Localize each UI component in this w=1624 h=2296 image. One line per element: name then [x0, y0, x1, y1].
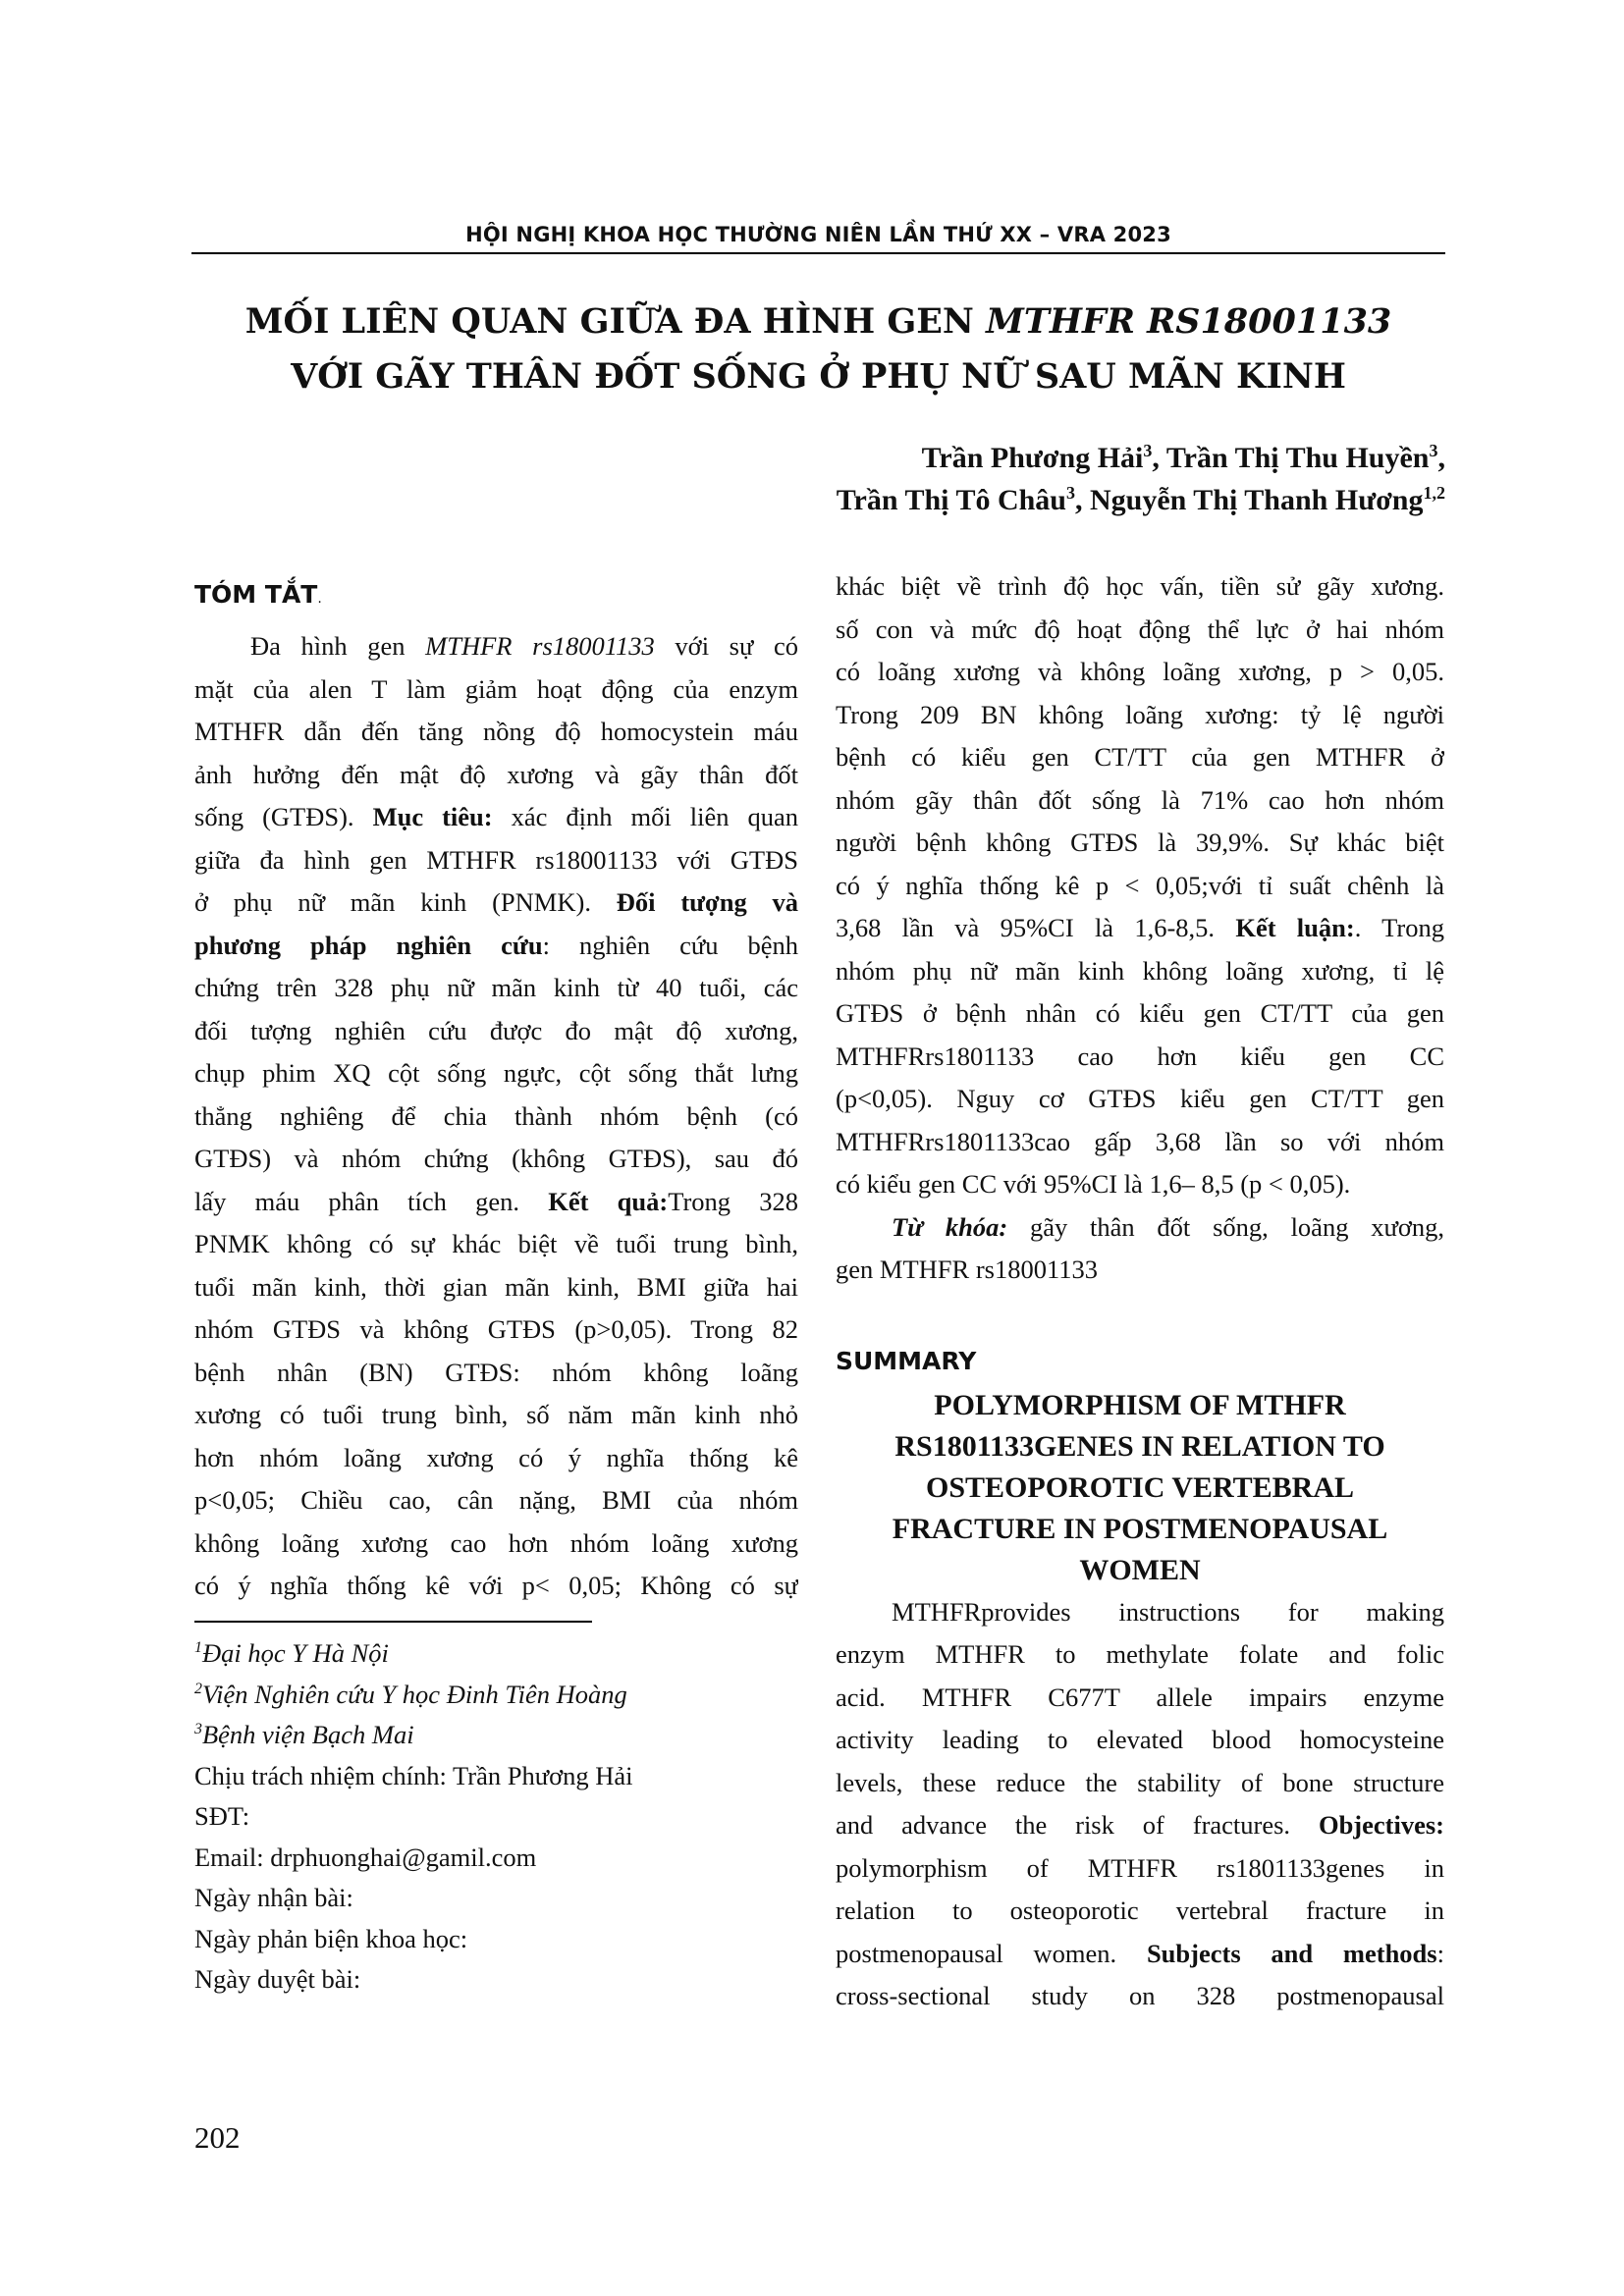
affiliation-number: 2: [194, 1680, 202, 1697]
text-line: [194, 1181, 798, 1224]
text-line: [836, 1933, 1444, 1976]
text-run: thẳng nghiêng để chia thành nhóm bệnh (có: [194, 1100, 798, 1131]
text-run: p<0,05; Chiều cao, cân nặng, BMI của nhóm: [194, 1485, 798, 1515]
author-line-2: [837, 479, 1445, 521]
author-separator: ,: [1152, 442, 1166, 474]
text-line: [836, 1163, 1444, 1206]
text-run: có loãng xương và không loãng xương, p > 0,05.: [836, 657, 1444, 686]
title-gene: MTHFR RS18001133: [986, 301, 1392, 342]
text-line: [194, 1052, 798, 1095]
text-run: ở phụ nữ mãn kinh (PNMK).: [194, 887, 617, 917]
text-line: [836, 651, 1444, 694]
abstract-heading: [194, 580, 798, 614]
text-run: : nghiên cứu bệnh: [542, 930, 798, 960]
text-run: enzym MTHFR to methylate folate and folic: [836, 1639, 1444, 1669]
text-run: bệnh nhân (BN) GTĐS: nhóm không loãng: [194, 1357, 798, 1387]
author-name: Trần Thị Thu Huyền: [1165, 442, 1430, 474]
summary-heading: SUMMARY: [836, 1346, 977, 1375]
text-run: activity leading to elevated blood homocysteine: [836, 1725, 1444, 1754]
text-run: có kiểu gen CC với 95%CI là 1,6– 8,5 (p < 0,05).: [836, 1169, 1351, 1199]
text-run: nhóm gãy thân đốt sống là 71% cao hơn nhóm: [836, 784, 1444, 815]
left-column: [194, 565, 798, 1608]
text-line: [194, 1138, 798, 1181]
text-line: [194, 881, 798, 925]
text-run: Trong 328: [668, 1186, 798, 1216]
summary-title-line: POLYMORPHISM OF MTHFR: [934, 1388, 1346, 1421]
text-run: GTĐS) và nhóm chứng (không GTĐS), sau đó: [194, 1144, 798, 1173]
text-line: [194, 839, 798, 882]
author-separator: ,: [1075, 484, 1090, 516]
text-run: 3,68 lần và 95%CI là 1,6-8,5.: [836, 913, 1236, 942]
title-line-2: VỚI GÃY THÂN ĐỐT SỐNG Ở PHỤ NỮ SAU MÃN KINH: [291, 356, 1346, 397]
text-line: [836, 865, 1444, 908]
text-run: MTHFR rs18001133: [425, 631, 655, 661]
text-line: [194, 967, 798, 1010]
text-run: and advance the risk of fractures.: [836, 1810, 1319, 1840]
abstract-left-text: [194, 625, 798, 1608]
article-title: [191, 294, 1445, 404]
text-run: :: [1436, 1938, 1444, 1968]
text-run: MTHFR dẫn đến tăng nồng độ homocystein máu: [194, 717, 798, 746]
text-line: [194, 1394, 798, 1437]
text-line: [836, 1121, 1444, 1164]
text-run: GTĐS ở bệnh nhân có kiểu gen CT/TT của gen: [836, 998, 1444, 1028]
author-list: [837, 437, 1445, 521]
title-line-1: [191, 294, 1445, 349]
affiliation-number: 1: [194, 1639, 202, 1657]
footnote-rule: [194, 1621, 592, 1623]
text-run: Trong 209 BN không loãng xương: tỷ lệ người: [836, 699, 1444, 729]
affiliation-number: 3: [194, 1721, 202, 1738]
text-run: chứng trên 328 phụ nữ mãn kinh từ 40 tuổi, các: [194, 973, 798, 1002]
author-name: Trần Thị Tô Châu: [836, 484, 1066, 516]
page-number: 202: [194, 2120, 241, 2155]
text-run: acid. MTHFR C677T allele impairs enzyme: [836, 1682, 1444, 1712]
text-run: nhóm phụ nữ mãn kinh không loãng xương, tỉ lệ: [836, 955, 1444, 986]
summary-title-line: FRACTURE IN POSTMENOPAUSAL: [892, 1512, 1388, 1545]
text-run: PNMK không có sự khác biệt về tuổi trung bình,: [194, 1229, 798, 1258]
text-run: ảnh hưởng đến mật độ xương và gãy thân đốt: [194, 759, 798, 789]
text-run: cross-sectional study on 328 postmenopausal: [836, 1981, 1444, 2010]
review-date: Ngày phản biện khoa học:: [194, 1923, 468, 1953]
affiliation-text: Đại học Y Hà Nội: [201, 1638, 389, 1668]
text-run: Subjects and methods: [1146, 1938, 1437, 1968]
text-run: nhóm GTĐS và không GTĐS (p>0,05). Trong 82: [194, 1314, 798, 1344]
abstract-heading-text: TÓM TẮT: [194, 580, 318, 609]
running-header: HỘI NGHỊ KHOA HỌC THƯỜNG NIÊN LẦN THỨ XX – VRA 2023: [465, 223, 1171, 246]
affiliation-text: Viện Nghiên cứu Y học Đinh Tiên Hoàng: [201, 1679, 627, 1709]
text-line: [194, 1479, 798, 1522]
text-line: [194, 668, 798, 712]
text-run: với sự có: [654, 631, 798, 661]
text-run: giữa đa hình gen MTHFR rs18001133 với GTĐS: [194, 844, 798, 875]
accepted-date: Ngày duyệt bài:: [194, 1964, 361, 1994]
text-line: [836, 1847, 1444, 1891]
text-line: [194, 1352, 798, 1395]
affiliation-mark: 3: [1143, 441, 1153, 460]
email-line: Email: drphuonghai@gamil.com: [194, 1842, 537, 1872]
text-line: [194, 1308, 798, 1352]
text-line: [836, 609, 1444, 652]
text-run: Mục tiêu:: [372, 802, 493, 831]
text-line: [836, 1975, 1444, 2018]
text-run: có ý nghĩa thống kê với p< 0,05; Không có sự: [194, 1571, 798, 1600]
text-run: khác biệt về trình độ học vấn, tiền sử gãy xương.: [836, 571, 1444, 601]
text-line: [194, 1010, 798, 1053]
text-run: bệnh có kiểu gen CT/TT của gen MTHFR ở: [836, 742, 1444, 772]
text-run: Kết quả:: [548, 1186, 669, 1216]
text-line: [836, 1249, 1444, 1292]
summary-text: [836, 1591, 1444, 2018]
affiliation-mark: 3: [1066, 483, 1075, 503]
text-run: xương có tuổi trung bình, số năm mãn kinh nhỏ: [194, 1400, 798, 1429]
text-line: [836, 736, 1444, 779]
author-line-1: [837, 437, 1445, 479]
text-run: người bệnh không GTĐS là 39,9%. Sự khác biệt: [836, 828, 1444, 857]
summary-title-line: OSTEOPOROTIC VERTEBRAL: [926, 1470, 1354, 1504]
text-line: [836, 1719, 1444, 1762]
keywords: [836, 1206, 1444, 1292]
text-run: xác định mối liên quan: [492, 802, 798, 831]
phone-line: SĐT:: [194, 1801, 250, 1831]
text-run: hơn nhóm loãng xương có ý nghĩa thống kê: [194, 1442, 798, 1472]
affiliation-1: [194, 1633, 798, 1675]
text-line: [836, 1890, 1444, 1933]
affiliation-mark: 3: [1429, 441, 1438, 460]
right-column: [836, 565, 1444, 2018]
text-line: [836, 565, 1444, 609]
text-line: [836, 1036, 1444, 1079]
author-separator: ,: [1437, 442, 1445, 474]
text-line: [836, 1677, 1444, 1720]
text-line: [836, 907, 1444, 950]
summary-title: [836, 1385, 1444, 1591]
text-line: [194, 1522, 798, 1566]
text-run: Đối tượng và: [616, 887, 798, 917]
text-run: polymorphism of MTHFR rs1801133genes in: [836, 1852, 1444, 1883]
text-run: lấy máu phân tích gen.: [194, 1186, 549, 1216]
footnotes: [194, 1633, 798, 2001]
affiliation-mark: 1,2: [1423, 483, 1445, 503]
text-line: [836, 1633, 1444, 1677]
header-rule: [191, 252, 1445, 254]
text-run: MTHFRrs1801133cao gấp 3,68 lần so với nhóm: [836, 1126, 1444, 1156]
text-line: [836, 822, 1444, 865]
text-line: [194, 796, 798, 839]
author-name: Nguyễn Thị Thanh Hương: [1090, 484, 1424, 516]
text-run: tuổi mãn kinh, thời gian mãn kinh, BMI giữa hai: [194, 1271, 798, 1302]
text-run: không loãng xương cao hơn nhóm loãng xương: [194, 1527, 798, 1558]
text-run: gen MTHFR rs18001133: [836, 1255, 1098, 1284]
text-run: relation to osteoporotic vertebral fracture in: [836, 1896, 1444, 1925]
text-run: gãy thân đốt sống, loãng xương,: [1007, 1211, 1444, 1242]
affiliation-text: Bệnh viện Bạch Mai: [201, 1720, 414, 1749]
abstract-heading-dot: .: [317, 591, 322, 607]
text-run: Kết luận:: [1235, 913, 1355, 942]
text-line: [194, 925, 798, 968]
text-run: levels, these reduce the stability of bone structure: [836, 1767, 1444, 1797]
text-run: Từ khóa:: [892, 1211, 1008, 1242]
title-prefix: MỐI LIÊN QUAN GIỮA ĐA HÌNH GEN: [244, 301, 987, 342]
text-run: (p<0,05). Nguy cơ GTĐS kiểu gen CT/TT gen: [836, 1084, 1444, 1113]
affiliation-2: [194, 1675, 798, 1716]
text-line: [194, 625, 798, 668]
text-line: [836, 992, 1444, 1036]
text-run: phương pháp nghiên cứu: [194, 930, 543, 960]
text-line: [194, 754, 798, 797]
text-line: [194, 1437, 798, 1480]
text-line: [836, 1591, 1444, 1634]
text-line: [194, 1266, 798, 1309]
text-run: postmenopausal women.: [836, 1938, 1147, 1968]
text-line: [836, 1206, 1444, 1250]
text-run: . Trong: [1354, 913, 1444, 942]
text-line: [836, 779, 1444, 823]
text-line: [836, 694, 1444, 737]
text-line: [836, 1762, 1444, 1805]
text-run: chụp phim XQ cột sống ngực, cột sống thắt lưng: [194, 1058, 798, 1088]
text-line: [836, 1804, 1444, 1847]
author-name: Trần Phương Hải: [921, 442, 1144, 474]
text-line: [836, 950, 1444, 993]
text-line: [194, 711, 798, 754]
text-run: số con và mức độ hoạt động thể lực ở hai nhóm: [836, 614, 1444, 644]
text-run: có ý nghĩa thống kê p < 0,05;với tỉ suất chênh là: [836, 870, 1444, 900]
received-date: Ngày nhận bài:: [194, 1883, 353, 1912]
text-line: [194, 1095, 798, 1139]
text-run: MTHFRrs1801133 cao hơn kiểu gen CC: [836, 1041, 1444, 1071]
abstract-right-text: [836, 565, 1444, 1206]
text-run: đối tượng nghiên cứu được đo mật độ xương,: [194, 1015, 798, 1045]
text-run: Đa hình gen: [250, 631, 426, 661]
summary-title-line: RS1801133GENES IN RELATION TO: [894, 1429, 1385, 1463]
affiliation-3: [194, 1715, 798, 1756]
text-run: sống (GTĐS).: [194, 802, 373, 831]
text-run: Objectives:: [1318, 1810, 1444, 1840]
summary-title-line: WOMEN: [1079, 1553, 1201, 1586]
corresponding-author: Chịu trách nhiệm chính: Trần Phương Hải: [194, 1760, 633, 1790]
text-run: MTHFRprovides instructions for making: [892, 1596, 1444, 1627]
text-line: [836, 1078, 1444, 1121]
text-line: [194, 1223, 798, 1266]
text-line: [194, 1565, 798, 1608]
text-run: mặt của alen T làm giảm hoạt động của enzym: [194, 673, 798, 704]
